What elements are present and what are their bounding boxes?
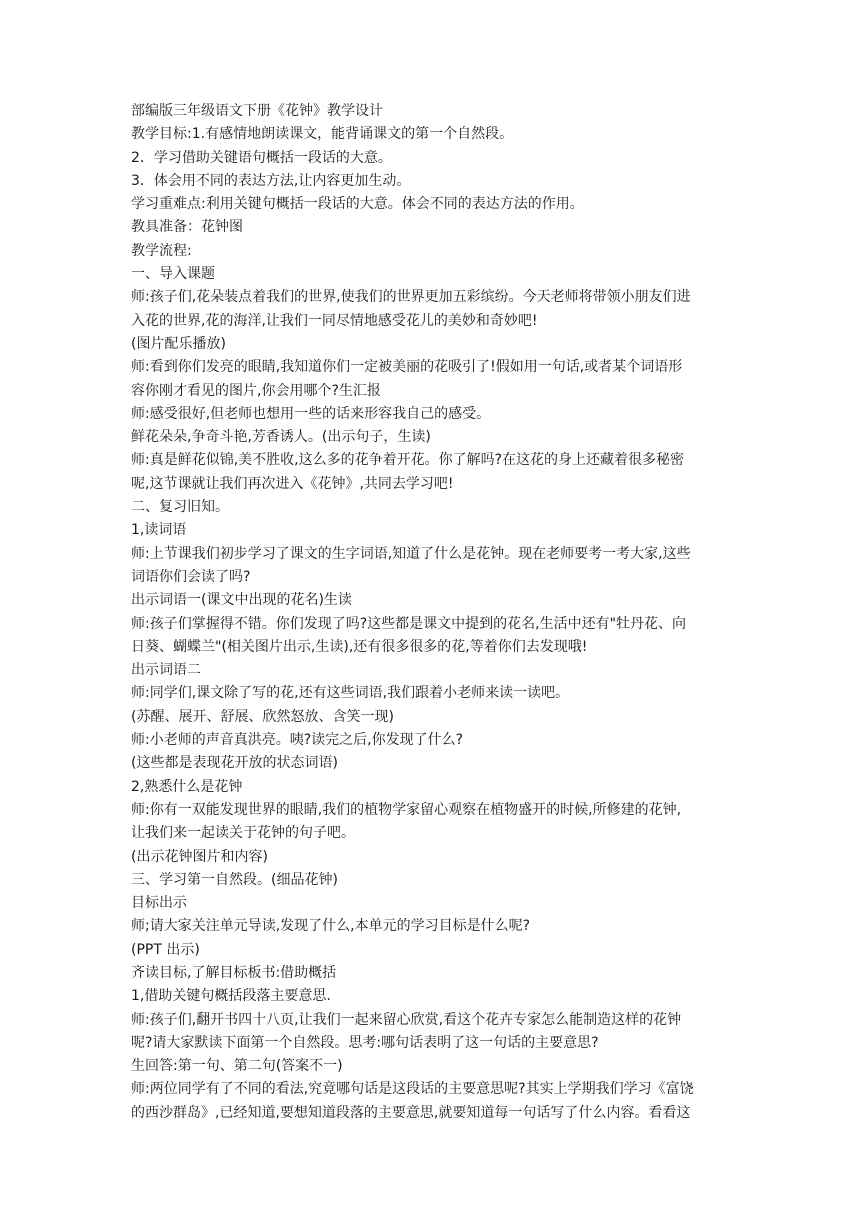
teaching-goal-2: 2．学习借助关键语句概括一段话的大意。 [131,149,392,166]
text-line: 出示词语一(课文中出现的花名)生读 [131,592,352,609]
text-line: 师:孩子们,花朵装点着我们的世界,使我们的世界更加五彩缤纷。今天老师将带领小朋友们进 [131,289,691,306]
teaching-aids: 教具准备：花钟图 [131,219,243,236]
text-line: 出示词语二 [131,662,201,679]
text-line: (PPT 出示) [131,941,200,958]
teaching-goal-3: 3．体会用不同的表达方法,让内容更加生动。 [131,172,411,189]
teaching-goal-1: 教学目标:1.有感情地朗读课文，能背诵课文的第一个自然段。 [131,126,514,143]
text-line: 呢?请大家默读下面第一个自然段。思考:哪句话表明了这一句话的主要意思? [131,1034,599,1051]
section-heading-3: 三、学习第一自然段。(细品花钟) [131,871,338,888]
teaching-process-heading: 教学流程: [131,242,192,259]
text-line: 的西沙群岛》,已经知道,要想知道段落的主要意思,就要知道每一句话写了什么内容。看看这 [131,1104,691,1121]
text-line: 让我们来一起读关于花钟的句子吧。 [131,825,355,842]
text-line: 师:你有一双能发现世界的眼睛,我们的植物学家留心观察在植物盛开的时候,所修建的花钟, [131,801,682,818]
text-line: 呢,这节课就让我们再次进入《花钟》,共同去学习吧! [131,475,454,492]
text-line: (图片配乐播放) [131,335,226,352]
key-difficulties: 学习重难点:利用关键句概括一段话的大意。体会不同的表达方法的作用。 [131,196,584,213]
subsection-heading: 1,读词语 [131,522,187,539]
document-title: 部编版三年级语文下册《花钟》教学设计 [131,103,383,119]
document-page [131,100,735,1125]
text-line: 师:孩子们掌握得不错。你们发现了吗?这些都是课文中提到的花名,生活中还有"牡丹花、向 [131,615,687,632]
subsection-heading: 2,熟悉什么是花钟 [131,778,243,795]
text-line: (出示花钟图片和内容) [131,848,268,865]
section-heading-2: 二、复习旧知。 [131,499,229,516]
text-line: 师:真是鲜花似锦,美不胜收,这么多的花争着开花。你了解吗?在这花的身上还藏着很多秘密 [131,452,685,469]
text-line: 师:孩子们,翻开书四十八页,让我们一起来留心欣赏,看这个花卉专家怎么能制造这样的花钟 [131,1011,682,1028]
text-line: 师:看到你们发亮的眼睛,我知道你们一定被美丽的花吸引了!假如用一句话,或者某个词语形 [131,359,683,376]
text-line: 词语你们会读了吗? [131,568,251,585]
subsection-heading: 1,借助关键句概括段落主要意思. [131,988,331,1005]
section-heading-1: 一、导入课题 [131,266,215,283]
text-line: 师;请大家关注单元导读,发现了什么,本单元的学习目标是什么呢? [131,918,531,935]
text-line: 生回答:第一句、第二句(答案不一) [131,1058,343,1075]
text-line: 鲜花朵朵,争奇斗艳,芳香诱人。(出示句子，生读) [131,429,431,446]
text-line: 齐读目标,了解目标板书:借助概括 [131,964,337,981]
text-line: 师:小老师的声音真洪亮。咦?读完之后,你发现了什么? [131,732,464,749]
text-line: 目标出示 [131,895,187,912]
text-line: 师:感受很好,但老师也想用一些的话来形容我自己的感受。 [131,405,491,422]
text-line: 日葵、蝴蝶兰"(相关图片出示,生读),还有很多很多的花,等着你们去发现哦! [131,638,588,655]
text-line: 师:上节课我们初步学习了课文的生字词语,知道了什么是花钟。现在老师要考一考大家,这些 [131,545,691,562]
text-line: (苏醒、展开、舒展、欣然怒放、含笑一现) [131,708,394,725]
text-line: 师:两位同学有了不同的看法,究竟哪句话是这段话的主要意思呢?其实上学期我们学习《富饶 [131,1081,694,1098]
text-line: 师:同学们,课文除了写的花,还有这些词语,我们跟着小老师来读一读吧。 [131,685,570,702]
text-line: 入花的世界,花的海洋,让我们一同尽情地感受花儿的美妙和奇妙吧! [131,312,538,329]
text-line: (这些都是表现花开放的状态词语) [131,755,338,772]
text-line: 容你刚才看见的图片,你会用哪个?生汇报 [131,382,381,399]
